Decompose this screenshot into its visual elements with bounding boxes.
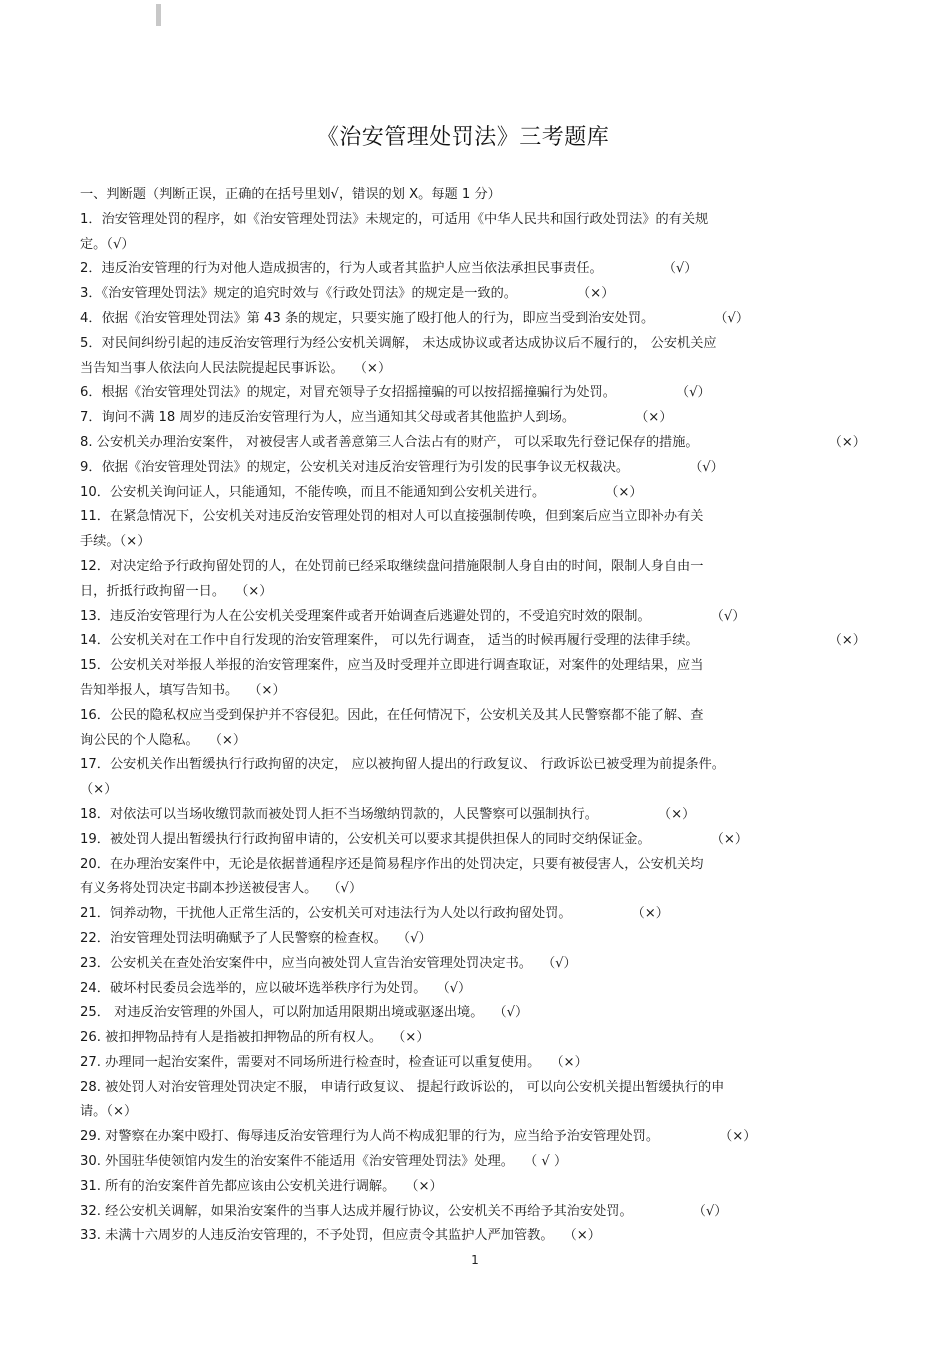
question-text: 8. 公安机关办理治安案件， 对被侵害人或者善意第三人合法占有的财产， 可以采取先行登记保存的措施。 bbox=[80, 434, 699, 450]
question-line bbox=[80, 257, 870, 282]
answer-mark: （×） bbox=[208, 732, 247, 748]
question-text: 手续。（×） bbox=[80, 534, 151, 550]
answer-mark: （×） bbox=[828, 434, 866, 450]
question-text: 日，折抵行政拘留一日。 bbox=[80, 583, 226, 599]
question-line bbox=[80, 282, 870, 307]
question-line bbox=[80, 406, 870, 431]
section-heading-text: 一、判断题（判断正误，正确的在括号里划√，错误的划 X。每题 1 分） bbox=[80, 187, 501, 202]
question-line bbox=[80, 1125, 870, 1150]
question-line bbox=[80, 853, 870, 878]
question-line bbox=[80, 1051, 870, 1076]
question-text: 5．对民间纠纷引起的违反治安管理行为经公安机关调解， 未达成协议或者达成协议后不履行的， 公安机关应 bbox=[80, 335, 717, 351]
question-list bbox=[80, 183, 870, 1249]
section-heading bbox=[80, 183, 870, 208]
question-text: 12．对决定给予行政拘留处罚的人，在处罚前已经采取继续盘问措施限制人身自由的时间，限制人身自由一 bbox=[80, 558, 704, 574]
question-line bbox=[80, 208, 870, 233]
question-line bbox=[80, 952, 870, 977]
answer-mark: （×） bbox=[710, 831, 749, 847]
answer-mark: （×） bbox=[635, 410, 673, 426]
answer-mark: （√） bbox=[692, 1203, 728, 1219]
question-text: 31. 所有的治安案件首先都应该由公安机关进行调解。 bbox=[80, 1178, 396, 1194]
question-text: 25． 对违反治安管理的外国人，可以附加适用限期出境或驱逐出境。 bbox=[80, 1005, 484, 1021]
answer-mark: （√） bbox=[689, 459, 724, 475]
question-line bbox=[80, 729, 870, 754]
scan-artifact bbox=[156, 4, 161, 26]
question-line bbox=[80, 828, 870, 853]
answer-mark: （√） bbox=[710, 608, 746, 624]
question-line bbox=[80, 233, 870, 258]
question-text: 20．在办理治安案件中，无论是依据普通程序还是简易程序作出的处罚决定，只要有被侵害人，公安机关均 bbox=[80, 856, 704, 872]
answer-mark: （√） bbox=[675, 385, 711, 401]
answer-mark: （×） bbox=[392, 1030, 430, 1046]
question-line bbox=[80, 456, 870, 481]
question-line bbox=[80, 679, 870, 704]
question-text: 18．对依法可以当场收缴罚款而被处罚人拒不当场缴纳罚款的，人民警察可以强制执行。 bbox=[80, 806, 598, 822]
answer-mark: （√） bbox=[493, 1005, 529, 1021]
question-text: 告知举报人，填写告知书。 bbox=[80, 682, 239, 698]
question-text: 22．治安管理处罚法明确赋予了人民警察的检查权。 bbox=[80, 930, 387, 946]
answer-mark: （√） bbox=[714, 310, 750, 326]
answer-mark: （√） bbox=[436, 980, 472, 996]
question-line bbox=[80, 1100, 870, 1125]
question-line bbox=[80, 704, 870, 729]
question-text: （×） bbox=[80, 782, 118, 798]
question-text: 29. 对警察在办案中殴打、侮辱违反治安管理行为人尚不构成犯罪的行为，应当给予治安管理处罚。 bbox=[80, 1129, 660, 1145]
question-line bbox=[80, 530, 870, 555]
question-line bbox=[80, 505, 870, 530]
question-text: 19．被处罚人提出暂缓执行行政拘留申请的，公安机关可以要求其提供担保人的同时交纳保证金。 bbox=[80, 831, 651, 847]
question-text: 32. 经公安机关调解，如果治安案件的当事人达成并履行协议，公安机关不再给予其治安处罚。 bbox=[80, 1203, 633, 1219]
question-text: 当告知当事人依法向人民法院提起民事诉讼。 bbox=[80, 360, 344, 376]
question-text: 4．依据《治安管理处罚法》第 43 条的规定，只要实施了殴打他人的行为，即应当受到治安处罚。 bbox=[80, 310, 655, 326]
answer-mark: （×） bbox=[828, 633, 866, 649]
question-text: 27. 办理同一起治安案件，需要对不同场所进行检查时，检查证可以重复使用。 bbox=[80, 1054, 541, 1070]
question-text: 11．在紧急情况下，公安机关对违反治安管理处罚的相对人可以直接强制传唤，但到案后应当立即补办有关 bbox=[80, 509, 704, 525]
question-line bbox=[80, 580, 870, 605]
page-number: 1 bbox=[471, 1253, 479, 1267]
answer-mark: （×） bbox=[605, 484, 643, 500]
question-text: 2．违反治安管理的行为对他人造成损害的，行为人或者其监护人应当依法承担民事责任。 bbox=[80, 261, 603, 277]
answer-mark: （×） bbox=[576, 286, 615, 302]
answer-mark: （ √ ） bbox=[523, 1154, 568, 1170]
question-text: 6．根据《治安管理处罚法》的规定，对冒充领导子女招摇撞骗的可以按招摇撞骗行为处罚。 bbox=[80, 385, 616, 401]
answer-mark: （×） bbox=[631, 906, 669, 922]
answer-mark: （×） bbox=[405, 1178, 443, 1194]
answer-mark: （×） bbox=[563, 1228, 601, 1244]
question-line bbox=[80, 481, 870, 506]
question-line bbox=[80, 555, 870, 580]
question-text: 24．破坏村民委员会选举的，应以破坏选举秩序行为处罚。 bbox=[80, 980, 427, 996]
question-text: 7．询问不满 18 周岁的违反治安管理行为人，应当通知其父母或者其他监护人到场。 bbox=[80, 410, 576, 426]
question-line bbox=[80, 1200, 870, 1225]
question-line bbox=[80, 803, 870, 828]
question-text: 16．公民的隐私权应当受到保护并不容侵犯。因此，在任何情况下，公安机关及其人民警察都不能了解、查 bbox=[80, 707, 704, 723]
question-line bbox=[80, 1224, 870, 1249]
answer-mark: （×） bbox=[719, 1129, 757, 1145]
question-line bbox=[80, 1175, 870, 1200]
question-text: 10．公安机关询问证人，只能通知，不能传唤，而且不能通知到公安机关进行。 bbox=[80, 484, 546, 500]
question-text: 有义务将处罚决定书副本抄送被侵害人。 bbox=[80, 881, 318, 897]
question-line bbox=[80, 307, 870, 332]
answer-mark: （×） bbox=[550, 1054, 588, 1070]
question-line bbox=[80, 381, 870, 406]
answer-mark: （√） bbox=[327, 881, 363, 897]
question-text: 28. 被处罚人对治安管理处罚决定不服， 申请行政复议、 提起行政诉讼的， 可以向公安机关提出暂缓执行的申 bbox=[80, 1079, 725, 1095]
question-text: 请。（×） bbox=[80, 1104, 138, 1120]
question-line bbox=[80, 654, 870, 679]
question-text: 3．《治安管理处罚法》规定的追究时效与《行政处罚法》的规定是一致的。 bbox=[80, 286, 517, 302]
question-line bbox=[80, 778, 870, 803]
question-text: 30. 外国驻华使领馆内发生的治安案件不能适用《治安管理处罚法》处理。 bbox=[80, 1154, 514, 1170]
question-text: 13．违反治安管理行为人在公安机关受理案件或者开始调查后逃避处罚的，不受追究时效的限制。 bbox=[80, 608, 651, 624]
question-line bbox=[80, 927, 870, 952]
question-text: 21．饲养动物，干扰他人正常生活的，公安机关可对违法行为人处以行政拘留处罚。 bbox=[80, 906, 572, 922]
question-line bbox=[80, 629, 870, 654]
question-text: 询公民的个人隐私。 bbox=[80, 732, 199, 748]
answer-mark: （√） bbox=[662, 261, 698, 277]
question-line bbox=[80, 605, 870, 630]
question-line bbox=[80, 1026, 870, 1051]
question-text: 26. 被扣押物品持有人是指被扣押物品的所有权人。 bbox=[80, 1030, 383, 1046]
answer-mark: （√） bbox=[396, 930, 432, 946]
answer-mark: （×） bbox=[353, 360, 392, 376]
answer-mark: （√） bbox=[541, 955, 577, 971]
question-line bbox=[80, 1076, 870, 1101]
question-text: 1．治安管理处罚的程序，如《治安管理处罚法》未规定的，可适用《中华人民共和国行政处罚法》的有关规 bbox=[80, 211, 709, 227]
document-title: 《治安管理处罚法》三考题库 bbox=[316, 125, 610, 150]
question-line bbox=[80, 1001, 870, 1026]
question-text: 17．公安机关作出暂缓执行行政拘留的决定， 应以被拘留人提出的行政复议、 行政诉讼已被受理为前提条件。 bbox=[80, 757, 725, 773]
question-text: 14．公安机关对在工作中自行发现的治安管理案件， 可以先行调查， 适当的时候再履行受理的法律手续。 bbox=[80, 633, 699, 649]
question-text: 33. 未满十六周岁的人违反治安管理的，不予处罚，但应责令其监护人严加管教。 bbox=[80, 1228, 554, 1244]
answer-mark: （×） bbox=[235, 583, 273, 599]
question-line bbox=[80, 431, 870, 456]
question-line bbox=[80, 977, 870, 1002]
question-line bbox=[80, 877, 870, 902]
question-text: 定。（√） bbox=[80, 236, 135, 252]
question-line bbox=[80, 357, 870, 382]
question-line bbox=[80, 753, 870, 778]
question-line bbox=[80, 1150, 870, 1175]
answer-mark: （×） bbox=[248, 682, 286, 698]
question-line bbox=[80, 332, 870, 357]
answer-mark: （×） bbox=[657, 806, 696, 822]
question-text: 23．公安机关在查处治安案件中，应当向被处罚人宣告治安管理处罚决定书。 bbox=[80, 955, 532, 971]
question-line bbox=[80, 902, 870, 927]
question-text: 9．依据《治安管理处罚法》的规定，公安机关对违反治安管理行为引发的民事争议无权裁决。 bbox=[80, 459, 630, 475]
question-text: 15．公安机关对举报人举报的治安管理案件，应当及时受理并立即进行调查取证，对案件的处理结果，应当 bbox=[80, 658, 704, 674]
